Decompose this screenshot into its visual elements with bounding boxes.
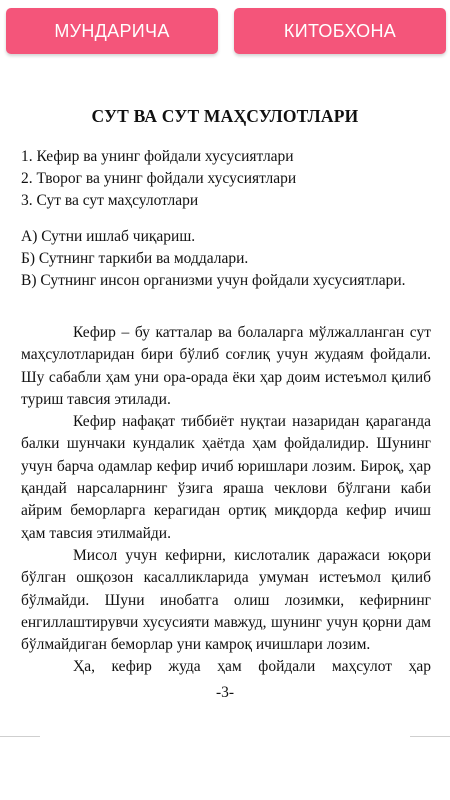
page-number: -3- (215, 684, 235, 701)
divider (0, 736, 40, 737)
library-button[interactable]: КИТОБХОНА (234, 8, 446, 54)
paragraph: Ҳа, кефир жуда ҳам фойдали маҳсулот ҳар (73, 658, 431, 676)
list-item: А) Сутни ишлаб чиқариш. (21, 228, 196, 245)
contents-button[interactable]: МУНДАРИЧА (6, 8, 218, 54)
body-text (21, 322, 431, 678)
list-item: Б) Сутнинг таркиби ва моддалари. (21, 250, 249, 267)
list-item: 1. Кефир ва унинг фойдали хусусиятлари (21, 148, 294, 165)
divider (410, 736, 450, 737)
paragraph: Кефир нафақат тиббиёт нуқтаи назаридан қараганда балки шунчаки кундалик ҳаётда ҳам фойдалидир. Шунинг учун барча одамлар кефир ичиб юришлари лозим. Бироқ, ҳар қандай нарсаларнинг ўзига яраша чеклови бўлгани каби айрим беморларга керагидан ортиқ миқдорда кефир ичиш ҳам тавсия этилмайди. (21, 413, 431, 542)
list-item: 3. Сут ва сут маҳсулотлари (21, 192, 199, 209)
paragraph: Кефир – бу катталар ва болаларга мўлжалланган сут маҳсулотларидан бири бўлиб соғлиқ учун жудаям фойдали. Шу сабабли ҳам уни ора-орада ёки ҳар доим истеъмол қилиб туриш тавсия этилади. (21, 324, 431, 408)
page-title: СУТ ВА СУТ МАҲСУЛОТЛАРИ (91, 106, 359, 126)
paragraph: Мисол учун кефирни, кислоталик даражаси юқори бўлган ошқозон касалликларида умуман истеъмол қилиб бўлмайди. Шуни инобатга олиш лозимки, кефирнинг енгиллаштирувчи хусусияти мавжуд, шунинг учун қорни дам бўлмайдиган беморлар уни камроқ ичишлари лозим. (21, 546, 431, 654)
lettered-list (21, 226, 431, 292)
numbered-list (21, 146, 431, 212)
list-item: 2. Творог ва унинг фойдали хусусиятлари (21, 170, 297, 187)
book-page (0, 66, 450, 736)
list-item: В) Сутнинг инсон организми учун фойдали хусусиятлари. (21, 272, 406, 289)
top-navigation-bar (0, 0, 450, 66)
